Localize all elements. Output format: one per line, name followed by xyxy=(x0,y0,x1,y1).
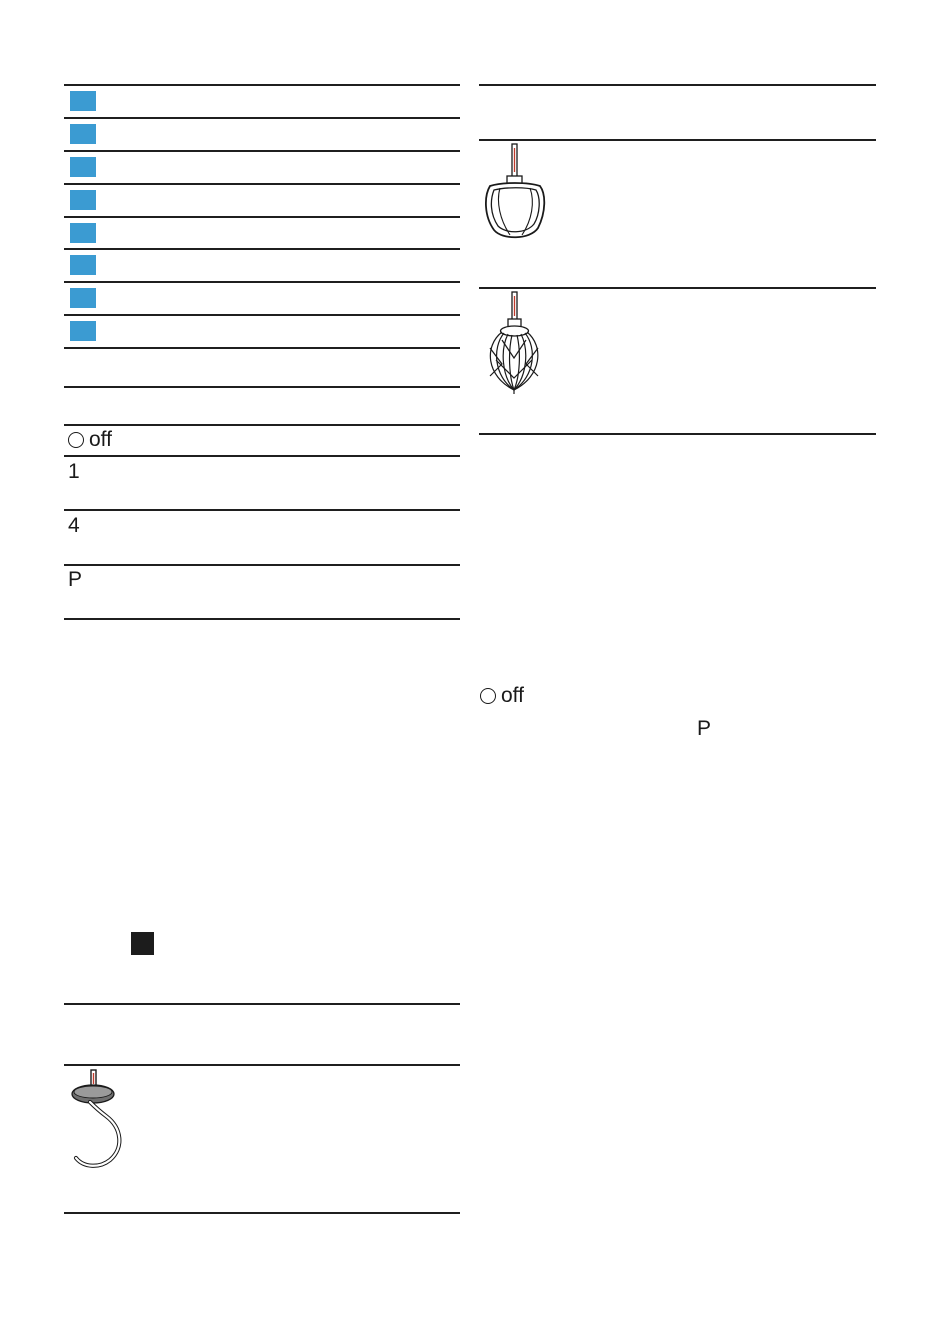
item-marker xyxy=(70,321,96,341)
off-setting-reference xyxy=(480,685,524,707)
item-marker xyxy=(70,288,96,308)
tools-top-rule xyxy=(479,84,876,86)
tools-bottom-rule xyxy=(479,433,876,435)
settings-top-rule xyxy=(64,424,460,426)
tool-table-top-rule xyxy=(64,1003,460,1005)
off-label: off xyxy=(501,684,524,707)
item-marker xyxy=(70,190,96,210)
table-bottom-rule xyxy=(64,386,460,388)
settings-bottom-rule xyxy=(64,618,460,620)
table-row-rule xyxy=(64,183,460,185)
table-row-rule xyxy=(64,314,460,316)
speed-min-label: 1 xyxy=(68,460,80,483)
table-row-rule xyxy=(64,117,460,119)
table-top-rule xyxy=(64,84,460,86)
pulse-label-reference: P xyxy=(697,717,712,740)
tool-table-bottom-rule xyxy=(64,1212,460,1214)
table-row-rule xyxy=(64,248,460,250)
off-setting xyxy=(68,429,112,451)
table-row-rule xyxy=(64,216,460,218)
item-marker xyxy=(70,124,96,144)
item-marker xyxy=(70,91,96,111)
pulse-label: P xyxy=(68,568,83,591)
table-row-rule xyxy=(64,150,460,152)
item-marker xyxy=(70,157,96,177)
circle-icon xyxy=(68,432,84,448)
settings-row-rule xyxy=(64,455,460,457)
item-marker xyxy=(70,223,96,243)
tools-header-rule xyxy=(479,139,876,141)
table-row-rule xyxy=(64,281,460,283)
tools-row-rule xyxy=(479,287,876,289)
table-row-rule xyxy=(64,347,460,349)
dough-hook-icon xyxy=(64,1066,134,1172)
whisk-icon xyxy=(480,290,552,394)
square-icon xyxy=(131,932,154,955)
settings-row-rule xyxy=(64,509,460,511)
speed-max-label: 4 xyxy=(68,514,80,537)
stirring-beater-icon xyxy=(480,142,552,246)
off-label: off xyxy=(89,428,112,451)
settings-row-rule xyxy=(64,564,460,566)
circle-icon xyxy=(480,688,496,704)
item-marker xyxy=(70,255,96,275)
